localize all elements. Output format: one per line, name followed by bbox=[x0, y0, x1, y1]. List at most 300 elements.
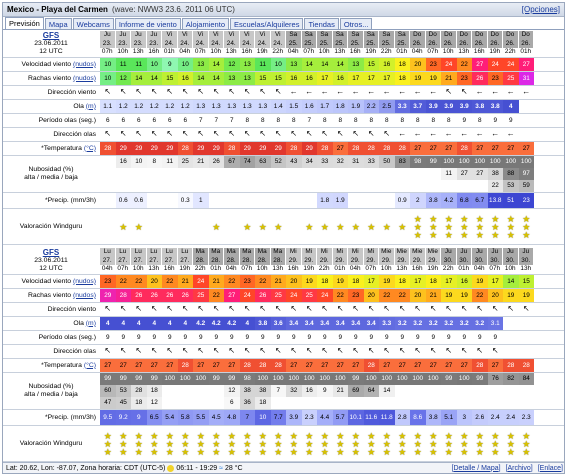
temp-cell: 28 bbox=[395, 142, 411, 155]
period-label bbox=[3, 331, 99, 344]
arrow-glyph: ↖ bbox=[259, 129, 267, 138]
wind-cell: 23 bbox=[100, 275, 116, 288]
star-icon: ★ bbox=[413, 430, 422, 441]
wavedir-row bbox=[100, 345, 534, 358]
star-icon: ★ bbox=[181, 430, 190, 441]
gust-label bbox=[3, 72, 99, 85]
cloud-m-value bbox=[193, 385, 209, 397]
header-days: Ju bbox=[134, 31, 142, 38]
period-cell: 9 bbox=[477, 334, 482, 341]
header-hours: 10h bbox=[117, 48, 129, 56]
header-dates: 24. bbox=[180, 39, 190, 47]
header-dates: 27. bbox=[133, 256, 143, 264]
gust-cell: 15 bbox=[255, 72, 271, 85]
temp-row bbox=[100, 359, 534, 372]
spot-title: Mexico - Playa del Carmen bbox=[7, 5, 108, 14]
wave-cell: 1.8 bbox=[333, 100, 349, 113]
rating-cell bbox=[519, 426, 535, 461]
arrow-glyph: ← bbox=[506, 129, 515, 138]
temp-units-link[interactable]: (°C) bbox=[83, 361, 96, 369]
direction-arrow-icon bbox=[147, 86, 163, 99]
temp-cell: 27 bbox=[426, 359, 442, 372]
cloud-m-value bbox=[116, 168, 132, 180]
gust-cell: 10 bbox=[100, 72, 116, 85]
time-header bbox=[302, 31, 318, 57]
temp-cell: 29 bbox=[271, 142, 287, 155]
direction-arrow-icon bbox=[364, 128, 380, 141]
cloud-l-value bbox=[178, 397, 194, 409]
cloud-cell bbox=[116, 373, 132, 409]
temp-cell: 28 bbox=[503, 359, 519, 372]
rating-cell bbox=[209, 426, 225, 461]
wind-cell: 19 bbox=[379, 275, 395, 288]
tab-bar bbox=[3, 17, 564, 30]
header-dates: 28. bbox=[242, 256, 252, 264]
arrow-glyph: ↖ bbox=[150, 129, 158, 138]
gust-cell: 19 bbox=[457, 289, 473, 302]
header-hours: 07h bbox=[365, 265, 377, 273]
wave-cell: 4 bbox=[100, 317, 116, 330]
wind-units-link[interactable]: (nudos) bbox=[72, 60, 96, 68]
temp-cell: 28 bbox=[472, 359, 488, 372]
header-hours: 13h bbox=[148, 265, 160, 273]
time-header bbox=[379, 248, 395, 274]
period-cell: 8 bbox=[260, 117, 265, 124]
period-label-text: Período olas (seg.) bbox=[38, 333, 96, 341]
direction-arrow-icon bbox=[503, 128, 519, 141]
wind-cell: 22 bbox=[457, 58, 473, 71]
precip-cell bbox=[162, 193, 178, 208]
rating-cell bbox=[410, 209, 426, 244]
temp-cell: 28 bbox=[178, 359, 194, 372]
cloud-cell bbox=[472, 156, 488, 192]
wind-cell: 19 bbox=[472, 275, 488, 288]
header-hours: 16h bbox=[148, 48, 160, 56]
header-hours: 04h bbox=[179, 48, 191, 56]
header-dates: 30. bbox=[505, 256, 515, 264]
header-dates: 25. bbox=[397, 39, 407, 47]
rating-cell bbox=[472, 209, 488, 244]
cloud-h-value: 50 bbox=[379, 156, 395, 168]
precip-cell: 2.8 bbox=[395, 410, 411, 425]
precip-label-text: *Precip. (mm/3h) bbox=[45, 413, 96, 421]
period-cell: 8 bbox=[477, 117, 482, 124]
gust-cell: 19 bbox=[410, 72, 426, 85]
time-header bbox=[271, 31, 287, 57]
cloud-l-value: 59 bbox=[519, 180, 535, 192]
cloud-l-value bbox=[395, 397, 411, 409]
header-days: Lu bbox=[119, 248, 127, 255]
cloud-label bbox=[3, 156, 99, 192]
cloud-m-value: 32 bbox=[286, 385, 302, 397]
time-header bbox=[410, 248, 426, 274]
rating-cell bbox=[131, 209, 147, 244]
cloud-h-value: 100 bbox=[193, 373, 209, 385]
cloud-m-value: 38 bbox=[255, 385, 271, 397]
arrow-glyph: ↖ bbox=[383, 346, 391, 355]
star-icon: ★ bbox=[522, 229, 531, 240]
star-icon: ★ bbox=[413, 221, 422, 232]
cloud-h-value: 99 bbox=[426, 156, 442, 168]
tab-7[interactable]: Tiendas bbox=[304, 18, 338, 29]
precip-cell: 11.6 bbox=[364, 410, 380, 425]
cloud-l-value bbox=[286, 180, 302, 192]
direction-arrow-icon bbox=[116, 345, 132, 358]
cloud-l-value: 36 bbox=[240, 397, 256, 409]
header-hours: 04h bbox=[225, 265, 237, 273]
star-icon: ★ bbox=[429, 221, 438, 232]
period-cell: 6 bbox=[136, 117, 141, 124]
arrow-glyph: ↖ bbox=[460, 346, 468, 355]
detail-map-link[interactable]: [Detalle / Mapa] bbox=[451, 464, 501, 472]
tab-5[interactable]: Alojamiento bbox=[182, 18, 229, 29]
cloud-m-value: 69 bbox=[348, 385, 364, 397]
direction-arrow-icon bbox=[503, 345, 519, 358]
cloud-h-value: 98 bbox=[240, 373, 256, 385]
precip-cell: 4.2 bbox=[441, 193, 457, 208]
time-header bbox=[519, 248, 535, 274]
wave-cell: 1.3 bbox=[209, 100, 225, 113]
rating-cell bbox=[317, 426, 333, 461]
temp-units-link[interactable]: (°C) bbox=[83, 144, 96, 152]
wave-cell: 1.3 bbox=[224, 100, 240, 113]
cloud-m-value bbox=[426, 168, 442, 180]
cloud-h-value: 32 bbox=[333, 156, 349, 168]
arrow-glyph: ↖ bbox=[135, 304, 143, 313]
temp-cell: 28 bbox=[255, 359, 271, 372]
period-cell: 8 bbox=[384, 117, 389, 124]
wave-cell: 1.4 bbox=[271, 100, 287, 113]
wind-cell: 19 bbox=[333, 275, 349, 288]
gust-cell: 25 bbox=[302, 289, 318, 302]
period-row bbox=[100, 331, 534, 344]
star-icon: ★ bbox=[413, 213, 422, 224]
gust-cell: 26 bbox=[178, 289, 194, 302]
star-icon: ★ bbox=[336, 446, 345, 457]
gust-units-link[interactable]: (nudos) bbox=[72, 74, 96, 82]
arrow-glyph: ← bbox=[413, 87, 422, 96]
direction-arrow-icon bbox=[364, 303, 380, 316]
rating-cell bbox=[286, 426, 302, 461]
header-days: Ma bbox=[242, 248, 252, 255]
cloud-m-value: 7 bbox=[271, 385, 287, 397]
precip-cell: 11.8 bbox=[379, 410, 395, 425]
gust-cell: 17 bbox=[364, 72, 380, 85]
cloud-cell bbox=[209, 373, 225, 409]
wave-cell: 4 bbox=[178, 317, 194, 330]
cloud-cell bbox=[116, 156, 132, 192]
time-header bbox=[162, 31, 178, 57]
cloud-l-value bbox=[209, 180, 225, 192]
header-days: Ju bbox=[491, 248, 499, 255]
wave-cell: 1.2 bbox=[147, 100, 163, 113]
direction-arrow-icon bbox=[116, 303, 132, 316]
cloud-cell bbox=[209, 156, 225, 192]
location-info: Lat: 20.62, Lon: -87.07, Zona horaria: CDT (UTC-5) bbox=[6, 464, 166, 472]
tab-1[interactable]: Previsión bbox=[5, 17, 44, 29]
wave-cell: 3.8 bbox=[488, 100, 504, 113]
arrow-glyph: ↖ bbox=[383, 129, 391, 138]
precip-cell: 0.3 bbox=[178, 193, 194, 208]
star-icon: ★ bbox=[506, 438, 515, 449]
gust-cell: 22 bbox=[379, 289, 395, 302]
model-link[interactable]: GFS bbox=[42, 31, 60, 40]
precip-cell: 23 bbox=[519, 193, 535, 208]
cloud-l-value bbox=[147, 180, 163, 192]
wave-units-link[interactable]: (m) bbox=[85, 102, 96, 110]
header-days: Do bbox=[428, 31, 437, 38]
header-days: Mi bbox=[336, 248, 344, 255]
cloud-m-value bbox=[410, 385, 426, 397]
rating-cell bbox=[209, 209, 225, 244]
gust-cell: 19 bbox=[503, 289, 519, 302]
cloud-m-value: 16 bbox=[302, 385, 318, 397]
header-dates: 25. bbox=[288, 39, 298, 47]
direction-arrow-icon bbox=[519, 345, 535, 358]
period-cell: 9 bbox=[384, 334, 389, 341]
header-hours: 19h bbox=[489, 48, 501, 56]
wave-cell: 3.8 bbox=[472, 100, 488, 113]
time-header bbox=[317, 248, 333, 274]
model-link[interactable]: GFS bbox=[42, 248, 60, 257]
cloud-m-value bbox=[488, 385, 504, 397]
cloud-cell bbox=[519, 156, 535, 192]
temp-cell: 28 bbox=[379, 142, 395, 155]
options-link[interactable]: [Opciones] bbox=[521, 5, 560, 14]
header-days: Sa bbox=[351, 31, 360, 38]
model-utc: 12 UTC bbox=[39, 265, 63, 272]
cloud-l-value bbox=[395, 180, 411, 192]
cloud-cell bbox=[348, 373, 364, 409]
header-dates: 24. bbox=[242, 39, 252, 47]
star-icon: ★ bbox=[258, 438, 267, 449]
precip-label bbox=[3, 193, 99, 208]
arrow-glyph: ↖ bbox=[367, 304, 375, 313]
rating-cell bbox=[426, 209, 442, 244]
precip-label bbox=[3, 410, 99, 425]
header-days: Ma bbox=[273, 248, 283, 255]
wind-cell: 10 bbox=[100, 58, 116, 71]
wind-cell: 22 bbox=[255, 275, 271, 288]
wind-cell: 23 bbox=[240, 275, 256, 288]
cloud-h-value: 33 bbox=[364, 156, 380, 168]
gust-cell: 22 bbox=[395, 289, 411, 302]
arrow-glyph: ↖ bbox=[274, 129, 282, 138]
precip-row bbox=[100, 410, 534, 425]
star-icon: ★ bbox=[398, 221, 407, 232]
header-dates: 26. bbox=[412, 39, 422, 47]
wave-units-link[interactable]: (m) bbox=[85, 319, 96, 327]
wind-label bbox=[3, 275, 99, 288]
rating-cell bbox=[178, 209, 194, 244]
header-days: Do bbox=[506, 31, 515, 38]
precip-cell: 10 bbox=[255, 410, 271, 425]
tab-2[interactable]: Mapa bbox=[45, 18, 72, 29]
cloud-h-value bbox=[100, 156, 116, 168]
arrow-glyph: ↖ bbox=[445, 346, 453, 355]
star-icon: ★ bbox=[212, 221, 221, 232]
star-icon: ★ bbox=[382, 430, 391, 441]
arrow-glyph: ↖ bbox=[445, 87, 453, 96]
wave-label bbox=[3, 317, 99, 330]
header-hours: 13h bbox=[272, 265, 284, 273]
gust-cell: 21 bbox=[441, 72, 457, 85]
cloud-h-value: 100 bbox=[255, 373, 271, 385]
direction-arrow-icon bbox=[457, 86, 473, 99]
direction-arrow-icon bbox=[209, 86, 225, 99]
direction-arrow-icon bbox=[162, 86, 178, 99]
direction-arrow-icon bbox=[178, 345, 194, 358]
header-days: Ma bbox=[226, 248, 236, 255]
tab-8[interactable]: Otros... bbox=[340, 18, 373, 29]
cloud-label-2: alta / media / baja bbox=[24, 174, 78, 181]
gust-cell: 31 bbox=[519, 72, 535, 85]
cloud-m-value bbox=[348, 168, 364, 180]
gust-cell: 26 bbox=[147, 289, 163, 302]
wind-cell: 17 bbox=[410, 275, 426, 288]
arrow-glyph: ↖ bbox=[212, 87, 220, 96]
rating-cell bbox=[379, 209, 395, 244]
wave-cell: 1.2 bbox=[178, 100, 194, 113]
cloud-cell bbox=[302, 156, 318, 192]
wind-cell: 24 bbox=[193, 275, 209, 288]
rating-cell bbox=[317, 209, 333, 244]
cloud-h-value: 100 bbox=[519, 156, 535, 168]
cloud-m-value: 88 bbox=[503, 168, 519, 180]
gust-cell: 26 bbox=[472, 72, 488, 85]
precip-cell bbox=[286, 193, 302, 208]
wave-cell bbox=[519, 100, 535, 113]
archive-link[interactable]: [Archivo] bbox=[505, 464, 533, 472]
header-days: Sa bbox=[366, 31, 375, 38]
rating-cell bbox=[333, 426, 349, 461]
direction-arrow-icon bbox=[426, 345, 442, 358]
tab-6[interactable]: Escuelas/Alquileres bbox=[230, 18, 303, 29]
wind-label bbox=[3, 58, 99, 71]
time-header bbox=[209, 31, 225, 57]
temp-cell: 27 bbox=[100, 359, 116, 372]
direction-arrow-icon bbox=[286, 303, 302, 316]
header-hours: 07h bbox=[194, 48, 206, 56]
header-days: Mie bbox=[396, 248, 407, 255]
cloud-label-2: alta / media / baja bbox=[24, 391, 78, 398]
arrow-glyph: ↖ bbox=[274, 304, 282, 313]
period-cell: 9 bbox=[136, 334, 141, 341]
star-icon: ★ bbox=[274, 430, 283, 441]
cloud-h-value: 100 bbox=[395, 373, 411, 385]
direction-arrow-icon bbox=[379, 86, 395, 99]
arrow-glyph: ← bbox=[320, 87, 329, 96]
precip-cell: 5.7 bbox=[333, 410, 349, 425]
header-days: Ju bbox=[475, 248, 483, 255]
forecast-window bbox=[2, 2, 565, 474]
time-header bbox=[441, 248, 457, 274]
period-cell: 9 bbox=[400, 334, 405, 341]
direction-arrow-icon bbox=[271, 86, 287, 99]
header-dates: 26. bbox=[505, 39, 515, 47]
rating-cell bbox=[178, 426, 194, 461]
wind-label-text: Velocidad viento bbox=[21, 60, 72, 68]
cloud-cell bbox=[426, 373, 442, 409]
temp-cell: 28 bbox=[224, 142, 240, 155]
arrow-glyph: ← bbox=[398, 129, 407, 138]
precip-cell: 5.1 bbox=[441, 410, 457, 425]
arrow-glyph: ↖ bbox=[243, 87, 251, 96]
direction-arrow-icon bbox=[441, 345, 457, 358]
star-icon: ★ bbox=[506, 430, 515, 441]
tab-3[interactable]: Webcams bbox=[73, 18, 114, 29]
period-cell: 6 bbox=[105, 117, 110, 124]
cloud-cell bbox=[147, 373, 163, 409]
cloud-m-value bbox=[364, 168, 380, 180]
header-hours: 22h bbox=[380, 48, 392, 56]
header-days: Lu bbox=[165, 248, 173, 255]
cloud-l-value: 18 bbox=[131, 397, 147, 409]
rating-cell bbox=[116, 426, 132, 461]
wavedir-row bbox=[100, 128, 534, 141]
cloud-l-value: 53 bbox=[503, 180, 519, 192]
gust-units-link[interactable]: (nudos) bbox=[72, 291, 96, 299]
direction-arrow-icon bbox=[441, 303, 457, 316]
tab-4[interactable]: Informe de viento bbox=[115, 18, 181, 29]
header-days: Ju bbox=[506, 248, 514, 255]
wind-cell: 17 bbox=[441, 275, 457, 288]
wavedir-label-text: Dirección olas bbox=[53, 130, 96, 138]
wind-cell: 12 bbox=[224, 58, 240, 71]
wave-cell: 3.4 bbox=[286, 317, 302, 330]
arrow-glyph: ↖ bbox=[290, 304, 298, 313]
arrow-glyph: ← bbox=[336, 87, 345, 96]
direction-arrow-icon bbox=[209, 128, 225, 141]
star-icon: ★ bbox=[227, 446, 236, 457]
direction-arrow-icon bbox=[488, 303, 504, 316]
star-icon: ★ bbox=[491, 446, 500, 457]
arrow-glyph: ↖ bbox=[150, 304, 158, 313]
embed-link[interactable]: [Enlace] bbox=[537, 464, 563, 472]
period-cell: 9 bbox=[245, 334, 250, 341]
period-cell: 9 bbox=[276, 334, 281, 341]
rating-cell bbox=[333, 209, 349, 244]
rating-label-text: Valoración Windguru bbox=[19, 439, 83, 447]
cloud-h-value: 26 bbox=[209, 156, 225, 168]
precip-cell: 2 bbox=[410, 193, 426, 208]
rating-label bbox=[3, 426, 99, 461]
header-days: Do bbox=[475, 31, 484, 38]
wind-units-link[interactable]: (nudos) bbox=[72, 277, 96, 285]
rating-cell bbox=[503, 426, 519, 461]
rating-cell bbox=[519, 209, 535, 244]
cloud-h-value: 100 bbox=[317, 373, 333, 385]
header-days: Sa bbox=[320, 31, 329, 38]
rating-cell bbox=[488, 426, 504, 461]
header-hours: 19h bbox=[179, 265, 191, 273]
arrow-glyph: ↖ bbox=[321, 129, 329, 138]
period-cell: 9 bbox=[338, 334, 343, 341]
star-icon: ★ bbox=[475, 430, 484, 441]
rating-cell bbox=[271, 209, 287, 244]
direction-arrow-icon bbox=[333, 303, 349, 316]
precip-cell: 6.8 bbox=[457, 193, 473, 208]
gust-cell: 21 bbox=[426, 289, 442, 302]
cloud-l-value bbox=[286, 397, 302, 409]
arrow-glyph: ↖ bbox=[274, 87, 282, 96]
gust-cell: 23 bbox=[488, 72, 504, 85]
direction-arrow-icon bbox=[348, 303, 364, 316]
header-hours: 13h bbox=[225, 48, 237, 56]
arrow-glyph: ↖ bbox=[166, 87, 174, 96]
wind-cell: 14 bbox=[333, 58, 349, 71]
temp-cell: 27 bbox=[224, 359, 240, 372]
